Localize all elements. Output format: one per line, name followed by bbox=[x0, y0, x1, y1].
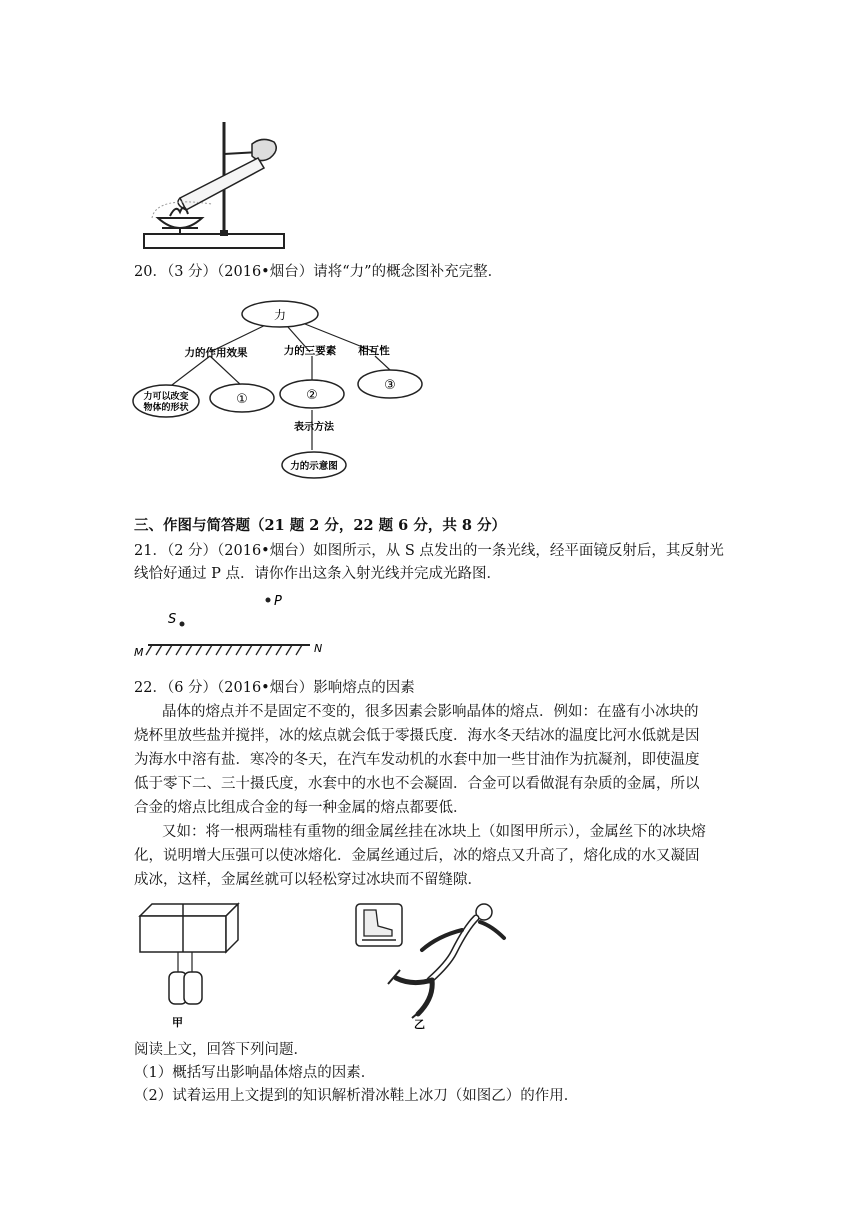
q22-p1-line2: 烧杯里放些盐并搅拌，冰的炫点就会低于零摄氏度．海水冬天结冰的温度比河水低就是因 bbox=[134, 728, 700, 744]
representation-label: 表示方法 bbox=[294, 422, 334, 433]
q22-read-prompt: 阅读上文，回答下列问题． bbox=[134, 1042, 308, 1058]
mirror-m-label: M bbox=[134, 646, 144, 659]
q22-p1-line5: 合金的熔点比组成合金的每一种金属的熔点都要低． bbox=[134, 800, 468, 816]
blank3-label: ③ bbox=[384, 378, 396, 393]
figure-yi bbox=[352, 900, 522, 1030]
point-p-label: P bbox=[274, 594, 282, 609]
q22-p2-line3: 成冰，这样，金属丝就可以轻松穿过冰块而不留缝隙． bbox=[134, 872, 482, 888]
q20-text: 20．（3 分）（2016•烟台）请将“力”的概念图补充完整． bbox=[134, 264, 503, 280]
branch-effect-label: 力的作用效果 bbox=[184, 347, 248, 359]
force-concept-map bbox=[130, 300, 430, 490]
q22-sub2: （2）试着运用上文提到的知识解析滑冰鞋上冰刀（如图乙）的作用． bbox=[134, 1088, 579, 1104]
blank1-label: ① bbox=[236, 392, 248, 407]
known-leaf-line2: 物体的形状 bbox=[143, 403, 189, 413]
mirror-n-label: N bbox=[314, 642, 323, 655]
q22-title: 22．（6 分）（2016•烟台）影响熔点的因素 bbox=[134, 680, 415, 696]
q21-line1: 21．（2 分）（2016•烟台）如图所示，从 S 点发出的一条光线，经平面镜反射后，其反射光 bbox=[134, 543, 724, 559]
point-s-dot bbox=[180, 622, 185, 627]
point-p-dot bbox=[266, 598, 271, 603]
figure-jia bbox=[136, 900, 256, 1030]
branch-elements-label: 力的三要素 bbox=[283, 345, 337, 357]
q22-p1-line3: 为海水中溶有盐．寒冷的冬天，在汽车发动机的水套中加一些甘油作为抗凝剂，即使温度 bbox=[134, 752, 700, 768]
q22-p2-line1: 又如：将一根两瑞桂有重物的细金属丝挂在冰块上（如图甲所示），金属丝下的冰块熔 bbox=[162, 824, 706, 840]
apparatus-figure bbox=[140, 118, 290, 258]
q21-line2: 线恰好通过 P 点．请你作出这条入射光线并完成光路图． bbox=[134, 566, 501, 582]
branch-mutual-label: 相互性 bbox=[358, 345, 390, 357]
blank2-label: ② bbox=[306, 388, 318, 403]
point-s-label: S bbox=[168, 612, 177, 627]
figure-jia-label: 甲 bbox=[172, 1016, 183, 1029]
q22-sub1: （1）概括写出影响晶体熔点的因素． bbox=[134, 1065, 376, 1081]
root-label: 力 bbox=[273, 308, 287, 322]
figure-yi-label: 乙 bbox=[414, 1018, 425, 1030]
q22-p1-line1: 晶体的熔点并不是固定不变的，很多因素会影响晶体的熔点．例如：在盛有小冰块的 bbox=[162, 704, 699, 720]
mirror-hatching bbox=[146, 645, 302, 655]
section3-title: 三、作图与简答题（21 题 2 分，22 题 6 分，共 8 分） bbox=[134, 517, 507, 534]
diagram-node-label: 力的示意图 bbox=[290, 461, 338, 472]
q22-p2-line2: 化，说明增大压强可以使冰熔化．金属丝通过后，冰的熔点又升高了，熔化成的水又凝固 bbox=[134, 848, 700, 864]
mirror-figure bbox=[130, 588, 340, 668]
q22-p1-line4: 低于零下二、三十摄氏度，水套中的水也不会凝固．合金可以看做混有杂质的金属，所以 bbox=[134, 776, 700, 792]
known-leaf-line1: 力可以改变 bbox=[143, 392, 189, 402]
